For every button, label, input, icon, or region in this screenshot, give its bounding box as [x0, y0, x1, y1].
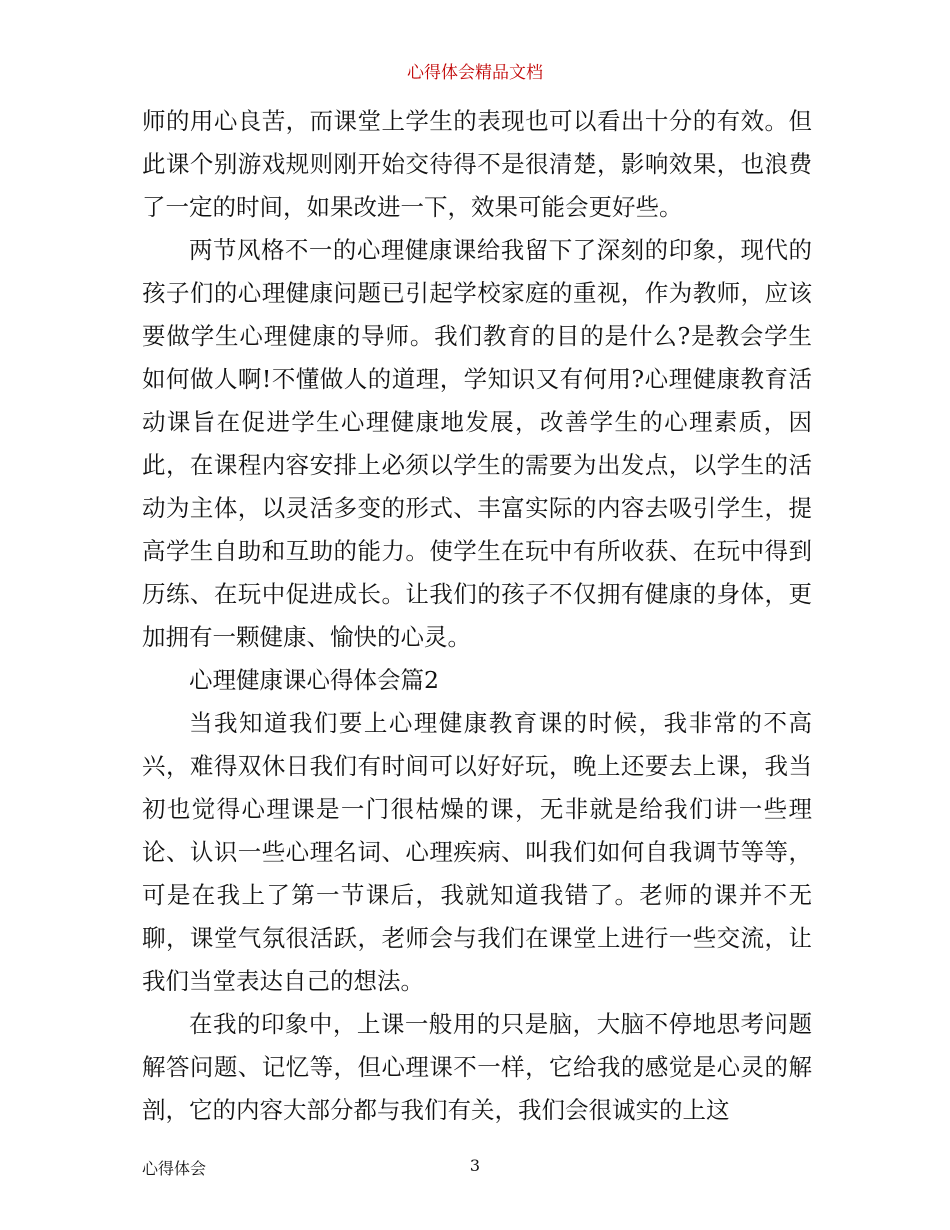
section-heading: 心理健康课心得体会篇2: [189, 666, 439, 694]
document-body: [142, 100, 812, 1132]
page-header-title: 心得体会精品文档: [407, 63, 543, 83]
paragraph: 两节风格不一的心理健康课给我留下了深刻的印象，现代的孩子们的心理健康问题已引起学校家庭的重视，作为教师，应该要做学生心理健康的导师。我们教育的目的是什么?是教会学生如何做人啊!不懂做人的道理，学知识又有何用?心理健康教育活动课旨在促进学生心理健康地发展，改善学生的心理素质，因此，在课程内容安排上必须以学生的需要为出发点，以学生的活动为主体，以灵活多变的形式、丰富实际的内容去吸引学生，提高学生自助和互助的能力。使学生在玩中有所收获、在玩中得到历练、在玩中促进成长。让我们的孩子不仅拥有健康的身体，更加拥有一颗健康、愉快的心灵。: [142, 236, 812, 651]
paragraph-continuation: 师的用心良苦，而课堂上学生的表现也可以看出十分的有效。但此课个别游戏规则刚开始交待得不是很清楚，影响效果，也浪费了一定的时间，如果改进一下，效果可能会更好些。: [142, 107, 812, 221]
footer-label: 心得体会: [142, 1159, 207, 1178]
paragraph: 在我的印象中，上课一般用的只是脑，大脑不停地思考问题解答问题、记忆等，但心理课不一样，它给我的感觉是心灵的解剖，它的内容大部分都与我们有关，我们会很诚实的上这: [142, 1010, 812, 1124]
paragraph: 当我知道我们要上心理健康教育课的时候，我非常的不高兴，难得双休日我们有时间可以好好玩，晚上还要去上课，我当初也觉得心理课是一门很枯燥的课，无非就是给我们讲一些理论、认识一些心理名词、心理疾病、叫我们如何自我调节等等，可是在我上了第一节课后，我就知道我错了。老师的课并不无聊，课堂气氛很活跃，老师会与我们在课堂上进行一些交流，让我们当堂表达自己的想法。: [142, 709, 812, 995]
page-number: 3: [469, 1156, 481, 1175]
